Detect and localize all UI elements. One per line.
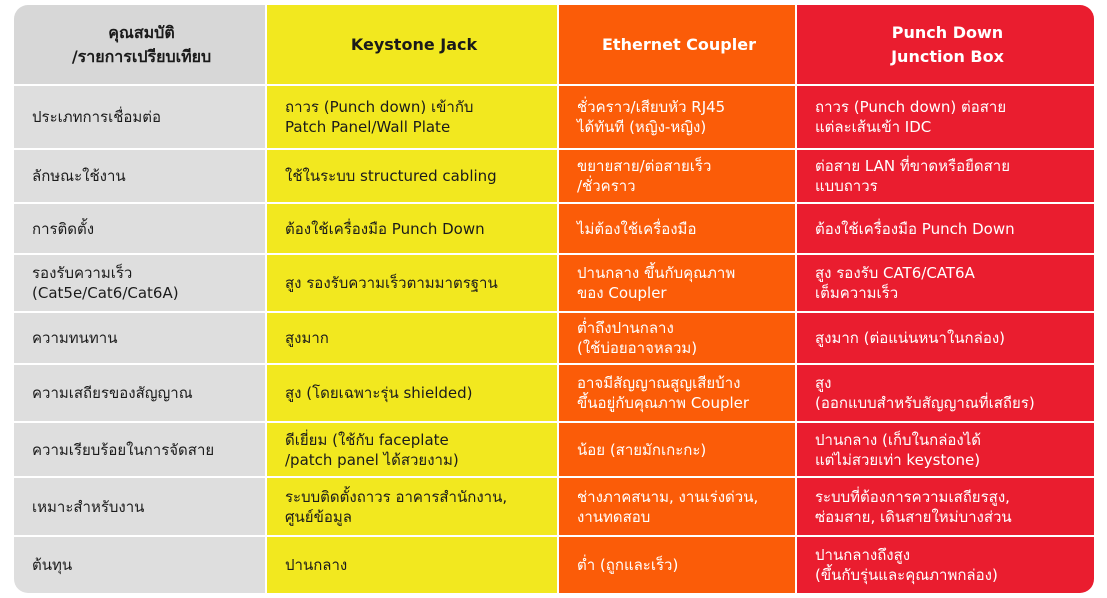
cell-ethernet-coupler (558, 477, 796, 536)
cell-punch-down-junction-box-line: สูง (815, 374, 832, 392)
row-label-line: การติดตั้ง (32, 219, 95, 238)
cell-ethernet-coupler (558, 422, 796, 477)
cell-punch-down-junction-box-line: แต่ไม่สวยเท่า keystone) (815, 450, 981, 469)
row-label (14, 312, 266, 364)
table-body (14, 85, 1094, 593)
cell-keystone-jack-line: ศูนย์ข้อมูล (285, 507, 352, 526)
cell-ethernet-coupler-line: ปานกลาง ขึ้นกับคุณภาพ (577, 264, 736, 282)
cell-keystone-jack-line: Patch Panel/Wall Plate (285, 118, 451, 136)
cell-keystone-jack-line: ต้องใช้เครื่องมือ Punch Down (285, 219, 485, 238)
cell-punch-down-junction-box-line: (ขึ้นกับรุ่นและคุณภาพกล่อง) (815, 566, 998, 584)
header-attribute-line-1: คุณสมบัติ (108, 22, 175, 42)
cell-keystone-jack-line: /patch panel ได้สวยงาม) (285, 450, 459, 469)
row-label-line: ความเรียบร้อยในการจัดสาย (32, 440, 215, 459)
cell-punch-down-junction-box-line: เต็มความเร็ว (815, 284, 899, 302)
cell-keystone-jack-line: ปานกลาง (285, 556, 348, 574)
header-keystone-line-1: Keystone Jack (350, 34, 478, 54)
cell-ethernet-coupler (558, 312, 796, 364)
header-punch-down-junction-box (796, 5, 1094, 85)
cell-keystone-jack-line: ระบบติดตั้งถาวร อาคารสำนักงาน, (285, 487, 508, 506)
cell-keystone-jack (266, 254, 558, 312)
cell-punch-down-junction-box (796, 149, 1094, 203)
cell-keystone-jack (266, 536, 558, 593)
cell-ethernet-coupler-line: ต่ำถึงปานกลาง (577, 319, 674, 337)
table-row (14, 364, 1094, 422)
cell-punch-down-junction-box-line: (ออกแบบสำหรับสัญญาณที่เสถียร) (815, 394, 1035, 412)
row-label-line: รองรับความเร็ว (32, 264, 133, 282)
header-junction-line-2: Junction Box (891, 46, 1004, 66)
cell-punch-down-junction-box (796, 477, 1094, 536)
row-label (14, 203, 266, 254)
row-label-line: ความเสถียรของสัญญาณ (32, 384, 193, 402)
cell-punch-down-junction-box (796, 422, 1094, 477)
cell-punch-down-junction-box-line: ต้องใช้เครื่องมือ Punch Down (815, 219, 1015, 238)
row-label-line: ต้นทุน (32, 556, 73, 574)
cell-keystone-jack-line: ใช้ในระบบ structured cabling (285, 167, 497, 185)
row-label (14, 254, 266, 312)
cell-keystone-jack (266, 203, 558, 254)
cell-punch-down-junction-box (796, 312, 1094, 364)
cell-ethernet-coupler-line: /ชั่วคราว (577, 177, 636, 195)
cell-keystone-jack-line: ถาวร (Punch down) เข้ากับ (285, 98, 474, 116)
cell-ethernet-coupler-line: ไม่ต้องใช้เครื่องมือ (577, 219, 697, 238)
cell-ethernet-coupler-line: ชั่วคราว/เสียบหัว RJ45 (577, 98, 726, 116)
cell-ethernet-coupler-line: ของ Coupler (577, 284, 667, 302)
table-row (14, 85, 1094, 149)
cell-keystone-jack-line: สูง (โดยเฉพาะรุ่น shielded) (285, 384, 473, 402)
row-label (14, 364, 266, 422)
cell-ethernet-coupler (558, 85, 796, 149)
row-label (14, 422, 266, 477)
table-row (14, 477, 1094, 536)
cell-punch-down-junction-box-line: สูง รองรับ CAT6/CAT6A (815, 264, 975, 282)
cell-ethernet-coupler-line: ได้ทันที (หญิง-หญิง) (577, 118, 707, 136)
cell-punch-down-junction-box-line: ระบบที่ต้องการความเสถียรสูง, (815, 487, 1010, 506)
table-row (14, 203, 1094, 254)
cell-ethernet-coupler (558, 536, 796, 593)
cell-punch-down-junction-box-line: ต่อสาย LAN ที่ขาดหรือยืดสาย (815, 157, 1010, 175)
cell-ethernet-coupler-line: ขยายสาย/ต่อสายเร็ว (577, 157, 712, 175)
table-row (14, 254, 1094, 312)
cell-ethernet-coupler (558, 364, 796, 422)
row-label-line: เหมาะสำหรับงาน (32, 497, 145, 516)
cell-punch-down-junction-box-line: แบบถาวร (815, 177, 878, 195)
row-label-line: (Cat5e/Cat6/Cat6A) (32, 284, 179, 302)
row-label-line: ความทนทาน (32, 329, 118, 347)
cell-ethernet-coupler-line: (ใช้บ่อยอาจหลวม) (577, 339, 698, 357)
cell-keystone-jack (266, 149, 558, 203)
cell-ethernet-coupler-line: น้อย (สายมักเกะกะ) (577, 440, 707, 459)
cell-ethernet-coupler (558, 203, 796, 254)
comparison-table-container (14, 5, 1094, 593)
cell-ethernet-coupler-line: ต่ำ (ถูกและเร็ว) (577, 556, 679, 574)
cell-punch-down-junction-box (796, 254, 1094, 312)
cell-keystone-jack (266, 364, 558, 422)
header-keystone-jack (266, 5, 558, 85)
header-ethernet-coupler (558, 5, 796, 85)
cell-keystone-jack (266, 477, 558, 536)
cell-ethernet-coupler-line: ขึ้นอยู่กับคุณภาพ Coupler (577, 394, 750, 412)
cell-ethernet-coupler (558, 254, 796, 312)
cell-punch-down-junction-box-line: ปานกลางถึงสูง (815, 546, 911, 564)
cell-punch-down-junction-box (796, 364, 1094, 422)
cell-keystone-jack-line: สูง รองรับความเร็วตามมาตรฐาน (285, 274, 498, 292)
cell-ethernet-coupler-line: อาจมีสัญญาณสูญเสียบ้าง (577, 374, 741, 392)
comparison-table (14, 5, 1094, 593)
cell-ethernet-coupler (558, 149, 796, 203)
table-header-row (14, 5, 1094, 85)
header-attribute (14, 5, 266, 85)
cell-keystone-jack (266, 85, 558, 149)
cell-punch-down-junction-box (796, 536, 1094, 593)
row-label (14, 536, 266, 593)
row-label (14, 477, 266, 536)
cell-keystone-jack (266, 312, 558, 364)
cell-punch-down-junction-box (796, 85, 1094, 149)
table-row (14, 312, 1094, 364)
cell-keystone-jack-line: สูงมาก (285, 329, 329, 347)
header-junction-line-1: Punch Down (891, 22, 1004, 42)
cell-punch-down-junction-box-line: ซ่อมสาย, เดินสายใหม่บางส่วน (815, 507, 1012, 526)
cell-ethernet-coupler-line: งานทดสอบ (577, 507, 651, 526)
cell-ethernet-coupler-line: ช่างภาคสนาม, งานเร่งด่วน, (577, 487, 759, 506)
cell-keystone-jack-line: ดีเยี่ยม (ใช้กับ faceplate (285, 430, 449, 449)
cell-punch-down-junction-box (796, 203, 1094, 254)
cell-keystone-jack (266, 422, 558, 477)
row-label (14, 149, 266, 203)
cell-punch-down-junction-box-line: ถาวร (Punch down) ต่อสาย (815, 98, 1007, 116)
header-coupler-line-1: Ethernet Coupler (602, 34, 756, 54)
row-label (14, 85, 266, 149)
table-row (14, 422, 1094, 477)
table-row (14, 536, 1094, 593)
row-label-line: ประเภทการเชื่อมต่อ (32, 108, 162, 126)
table-row (14, 149, 1094, 203)
row-label-line: ลักษณะใช้งาน (32, 167, 126, 185)
cell-punch-down-junction-box-line: ปานกลาง (เก็บในกล่องได้ (815, 430, 982, 449)
header-attribute-line-2: /รายการเปรียบเทียบ (71, 46, 212, 66)
cell-punch-down-junction-box-line: แต่ละเส้นเข้า IDC (815, 118, 932, 136)
cell-punch-down-junction-box-line: สูงมาก (ต่อแน่นหนาในกล่อง) (815, 329, 1006, 347)
